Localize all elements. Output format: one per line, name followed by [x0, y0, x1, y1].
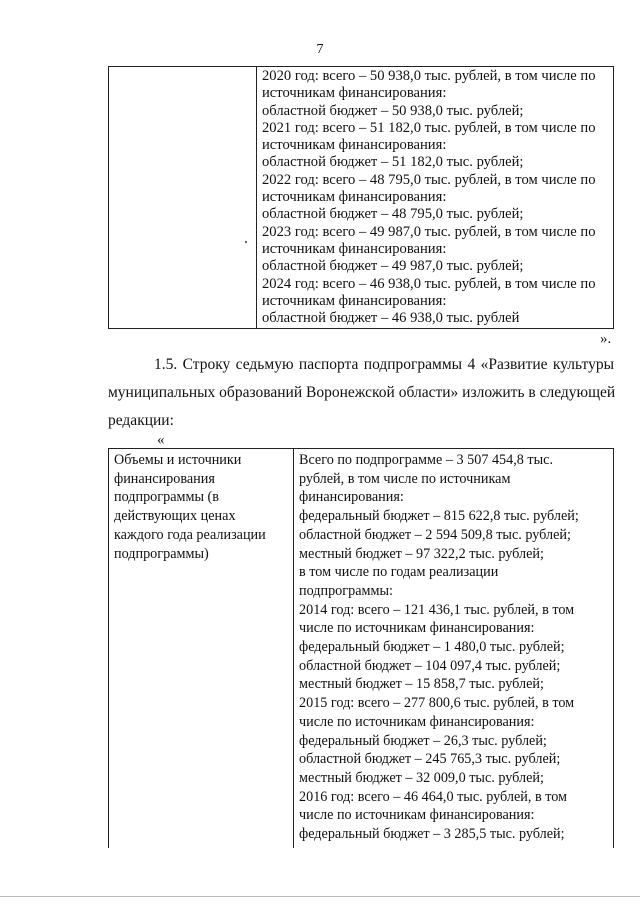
value-line: числе по источникам финансирования: [299, 620, 535, 637]
table1-line: областной бюджет – 51 182,0 тыс. рублей; [262, 154, 524, 171]
page-number: 7 [316, 42, 324, 57]
value-line: числе по источникам финансирования: [299, 807, 535, 824]
table1-line: 2022 год: всего – 48 795,0 тыс. рублей, в том числе по [262, 171, 596, 188]
table1-line: областной бюджет – 50 938,0 тыс. рублей; [262, 102, 524, 119]
table2-label-cell [114, 451, 290, 563]
value-line: областной бюджет – 245 765,3 тыс. рублей; [299, 751, 561, 768]
paragraph-line: редакции: [108, 412, 174, 429]
table1-line: областной бюджет – 49 987,0 тыс. рублей; [262, 258, 524, 275]
opening-quote: « [157, 432, 165, 448]
label-line: подпрограммы (в [114, 489, 219, 506]
funding-table-continued [108, 66, 614, 329]
table1-line: источникам финансирования: [262, 137, 447, 154]
value-line: федеральный бюджет – 1 480,0 тыс. рублей; [299, 639, 565, 656]
value-line: рублей, в том числе по источникам [299, 470, 511, 487]
amendment-paragraph [108, 351, 614, 435]
table1-line: 2023 год: всего – 49 987,0 тыс. рублей, в том числе по [262, 223, 596, 240]
label-line: Объемы и источники [114, 452, 242, 468]
paragraph-line: 1.5. Строку седьмую паспорта подпрограммы 4 «Развитие культуры [154, 356, 614, 373]
value-line: Всего по подпрограмме – 3 507 454,8 тыс. [299, 452, 554, 468]
column-divider [256, 67, 257, 328]
value-line: местный бюджет – 15 858,7 тыс. рублей; [299, 676, 544, 693]
value-line: федеральный бюджет – 26,3 тыс. рублей; [299, 732, 547, 749]
table1-line: источникам финансирования: [262, 292, 447, 309]
table1-line: источникам финансирования: [262, 240, 447, 257]
funding-table [108, 448, 614, 848]
value-line: местный бюджет – 97 322,2 тыс. рублей; [299, 545, 544, 562]
table1-line: 2024 год: всего – 46 938,0 тыс. рублей, в том числе по [262, 275, 596, 292]
table1-line: источникам финансирования: [262, 189, 447, 206]
table1-line: областной бюджет – 48 795,0 тыс. рублей; [262, 206, 524, 223]
paragraph-line: муниципальных образований Воронежской области» изложить в следующей [108, 384, 616, 401]
table1-line: 2020 год: всего – 50 938,0 тыс. рублей, в том числе по [262, 68, 596, 84]
value-line: областной бюджет – 104 097,4 тыс. рублей; [299, 657, 561, 674]
scan-speck [245, 241, 247, 243]
value-line: в том числе по годам реализации [299, 564, 499, 581]
value-line: подпрограммы: [299, 582, 393, 599]
label-line: подпрограммы) [114, 545, 209, 562]
table1-line: областной бюджет – 46 938,0 тыс. рублей [262, 310, 520, 327]
value-line: 2015 год: всего – 277 800,6 тыс. рублей, в том [299, 695, 575, 712]
page-bottom-edge [0, 896, 640, 897]
value-line: финансирования: [299, 489, 404, 506]
label-line: действующих ценах [114, 508, 236, 525]
value-line: 2014 год: всего – 121 436,1 тыс. рублей, в том [299, 601, 575, 618]
table1-line: 2021 год: всего – 51 182,0 тыс. рублей, в том числе по [262, 119, 596, 136]
value-line: федеральный бюджет – 3 285,5 тыс. рублей; [299, 826, 565, 843]
value-line: федеральный бюджет – 815 622,8 тыс. рублей; [299, 508, 579, 525]
label-line: каждого года реализации [114, 526, 266, 543]
value-line: местный бюджет – 32 009,0 тыс. рублей; [299, 769, 544, 786]
value-line: областной бюджет – 2 594 509,8 тыс. рублей; [299, 526, 571, 543]
value-line: числе по источникам финансирования: [299, 713, 535, 730]
column-divider [293, 449, 294, 848]
table1-right-cell [262, 68, 614, 327]
table1-line: источникам финансирования: [262, 85, 447, 102]
table2-value-cell [299, 451, 611, 844]
label-line: финансирования [114, 470, 215, 487]
closing-quote: ». [600, 331, 612, 347]
value-line: 2016 год: всего – 46 464,0 тыс. рублей, в том [299, 788, 568, 805]
